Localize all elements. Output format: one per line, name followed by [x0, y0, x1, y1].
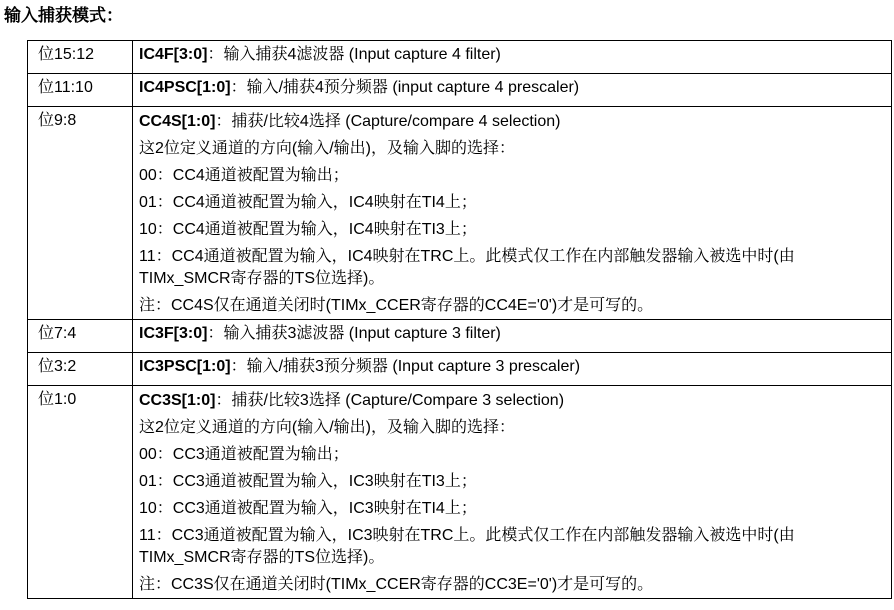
description-line: 这2位定义通道的方向(输入/输出)，及输入脚的选择： [139, 140, 516, 157]
bit-range: 位7:4 [28, 320, 133, 353]
field-name: CC3S[1:0] [139, 392, 216, 409]
description-line: 01：CC3通道被配置为输入，IC3映射在TI3上； [139, 473, 477, 490]
field-summary: ：输入/捕获3预分频器 (Input capture 3 prescaler) [230, 358, 581, 375]
description-line: 11：CC3通道被配置为输入，IC3映射在TRC上。此模式仅工作在内部触发器输入被选中时(由TIMx_SMCR寄存器的TS位选择)。 [139, 527, 795, 566]
table-row [28, 74, 892, 107]
section-title: 输入捕获模式： [4, 6, 123, 25]
bit-range: 位9:8 [28, 107, 133, 320]
field-description [133, 107, 892, 320]
table-row [28, 353, 892, 386]
table-row [28, 386, 892, 599]
field-name: IC3PSC[1:0] [139, 358, 231, 375]
field-name: IC4F[3:0] [139, 46, 208, 63]
description-line: 10：CC4通道被配置为输入，IC4映射在TI3上； [139, 221, 477, 238]
description-line: 00：CC4通道被配置为输出； [139, 167, 349, 184]
field-summary: ：输入捕获3滤波器 (Input capture 3 filter) [207, 325, 501, 342]
field-summary: ：输入捕获4滤波器 (Input capture 4 filter) [207, 46, 501, 63]
field-summary: ：捕获/比较3选择 (Capture/Compare 3 selection) [215, 392, 565, 409]
bit-range: 位1:0 [28, 386, 133, 599]
field-description [133, 41, 892, 74]
field-name: IC4PSC[1:0] [139, 79, 231, 96]
description-line: 00：CC3通道被配置为输出； [139, 446, 349, 463]
bit-range: 位15:12 [28, 41, 133, 74]
field-name: CC4S[1:0] [139, 113, 216, 130]
field-description [133, 353, 892, 386]
description-line: 01：CC4通道被配置为输入，IC4映射在TI4上； [139, 194, 477, 211]
table-row [28, 41, 892, 74]
description-line: 10：CC3通道被配置为输入，IC3映射在TI4上； [139, 500, 477, 517]
description-line: 这2位定义通道的方向(输入/输出)，及输入脚的选择： [139, 419, 516, 436]
bit-range: 位3:2 [28, 353, 133, 386]
table-row [28, 320, 892, 353]
field-description [133, 320, 892, 353]
field-description [133, 74, 892, 107]
field-name: IC3F[3:0] [139, 325, 208, 342]
field-description [133, 386, 892, 599]
note-line: 注：CC4S仅在通道关闭时(TIMx_CCER寄存器的CC4E='0')才是可写的。 [139, 297, 654, 314]
field-summary: ：捕获/比较4选择 (Capture/compare 4 selection) [215, 113, 561, 130]
note-line: 注：CC3S仅在通道关闭时(TIMx_CCER寄存器的CC3E='0')才是可写的。 [139, 576, 654, 593]
description-line: 11：CC4通道被配置为输入，IC4映射在TRC上。此模式仅工作在内部触发器输入被选中时(由TIMx_SMCR寄存器的TS位选择)。 [139, 248, 795, 287]
register-table [27, 40, 892, 599]
field-summary: ：输入/捕获4预分频器 (input capture 4 prescaler) [230, 79, 580, 96]
table-row [28, 107, 892, 320]
bit-range: 位11:10 [28, 74, 133, 107]
